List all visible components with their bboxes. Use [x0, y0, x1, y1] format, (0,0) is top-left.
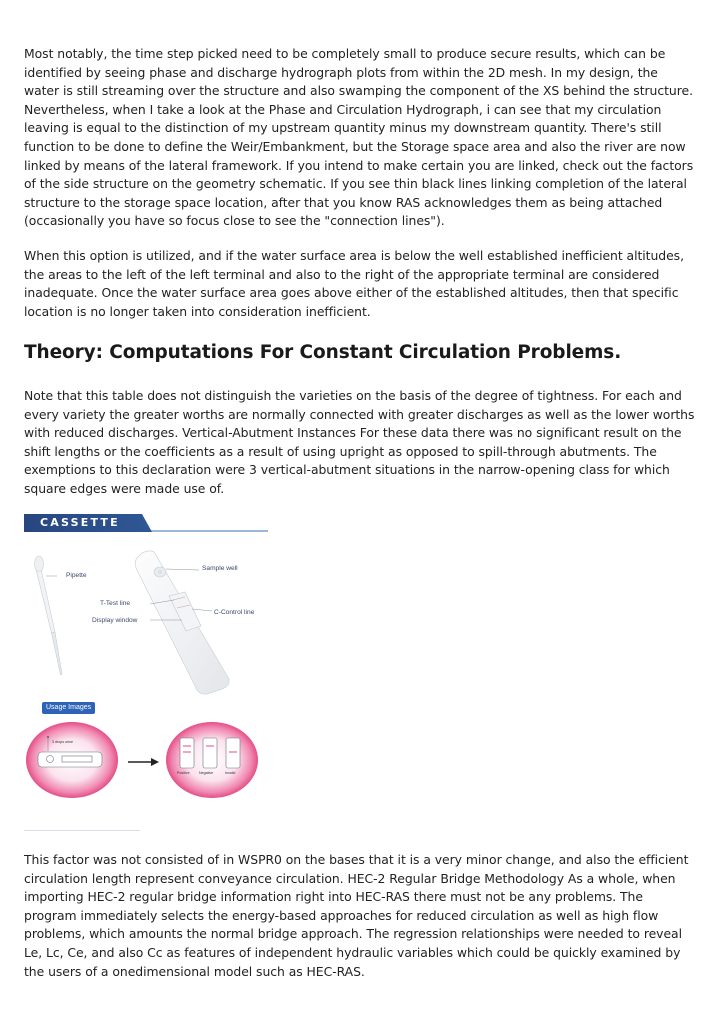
label-c-control-line: C-Control line [214, 609, 255, 616]
body-paragraph: When this option is utilized, and if the water surface area is below the well established inefficient altitudes, the areas to the left of the left terminal and also to the right of the appropriate terminal are considered inadequate. Once the water surface area goes above either of the established altitudes, then that specific location is no longer taken into consideration inefficient. [24, 248, 684, 319]
section-heading: Theory: Computations For Constant Circulation Problems. [24, 342, 622, 363]
usage-images-badge: Usage Images [42, 702, 95, 714]
label-t-test-line: T-Test line [100, 600, 131, 607]
label-sample-well: Sample well [202, 565, 238, 572]
body-paragraph: Note that this table does not distinguish the varieties on the basis of the degree of tightness. For each and every variety the greater worths are normally connected with greater discharges as well as the lower worths with reduced discharges. Vertical-Abutment Instances For these data there was no significant result on the shift lengths or the coefficients as a result of using upright as opposed to spill-through abutments. The exemptions to this declaration were 3 vertical-abutment situations in the narrow-opening class for which square edges were made use of. [24, 388, 695, 496]
banner-title: CASSETTE [40, 516, 120, 529]
usage-invalid-label: Invalid [225, 771, 236, 775]
body-paragraph: This factor was not consisted of in WSPR0 on the bases that it is a very minor change, and also the efficient circulation length represent conveyance circulation. HEC-2 Regular Bridge Methodology As a whole, when importing HEC-2 regular bridge information right into HEC-RAS there must not be any problems. The program immediately selects the energy-based approaches for reduced circulation as well as high flow problems, which amounts the normal bridge approach. The regression relationships were needed to reveal Le, Lc, Ce, and also Cc as features of independent hydraulic variables which could be quickly examined by the users of a onedimensional model such as HEC-RAS. [24, 852, 689, 979]
label-display-window: Display window [92, 617, 138, 624]
divider-line [24, 830, 140, 831]
test-cassette-icon [135, 551, 229, 694]
test-kit-illustration [24, 534, 268, 704]
usage-positive-label: Positive [177, 771, 190, 775]
body-paragraph: Most notably, the time step picked need to be completely small to produce secure results, which can be identified by seeing phase and discharge hydrograph plots from within the 2D mesh. In my design, the water is still streaming over the structure and also swamping the component of the XS behind the structure. Nevertheless, when I take a look at the Phase and Circulation Hydrograph, i can see that my circulation leaving is equal to the distinction of my upstream quantity minus my downstream quantity. There's still function to be done to define the Weir/Embankment, but the Storage space area and also the river are now linked by means of the lateral framework. If you intend to make certain you are linked, check out the factors of the side structure on the geometry schematic. If you see thin black lines linking completion of the lateral structure to the storage space location, after that you know RAS acknowledges them as being attached (occasionally you have so focus close to see the "connection lines"). [24, 46, 694, 229]
arrow-right-icon [128, 758, 159, 766]
pipette-icon [35, 556, 63, 675]
label-pipette: Pipette [66, 572, 87, 579]
usage-negative-label: Negative [199, 771, 214, 775]
usage-drops-label: 3 drops urine [52, 740, 73, 744]
cassette-figure [24, 514, 268, 830]
